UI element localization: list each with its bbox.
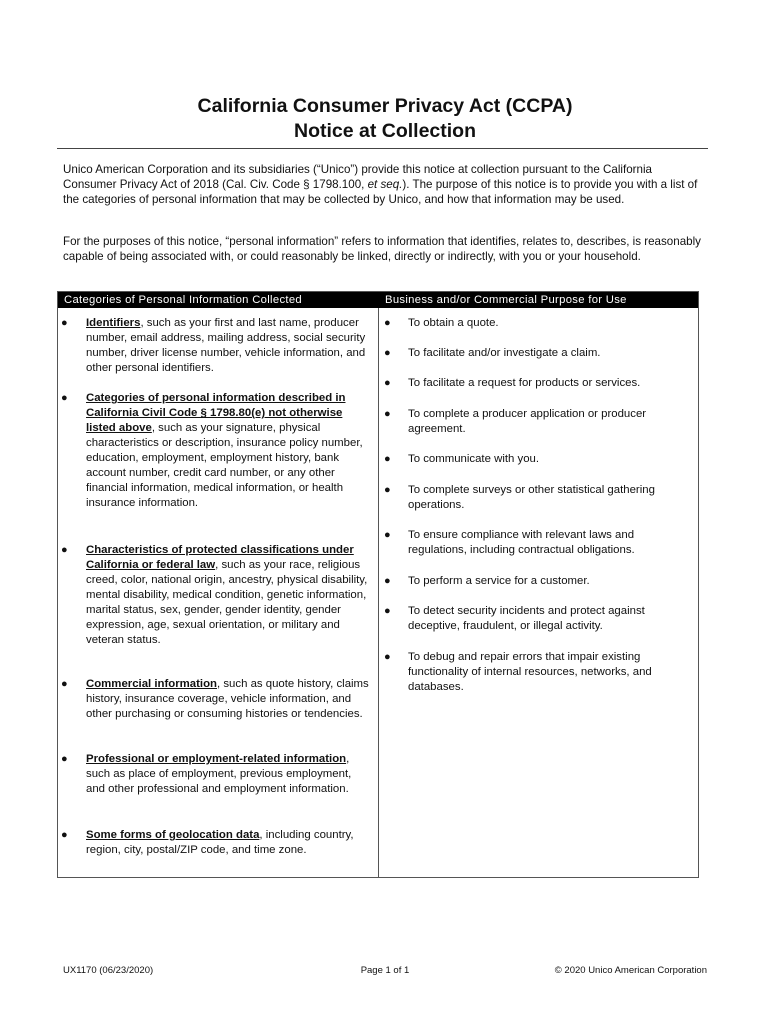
document-title [0, 94, 770, 144]
category-text: , such as quote history, claims history, insurance coverage, vehicle information, and other purchasing or consuming histories or tendencies. [86, 678, 369, 720]
intro-paragraph [63, 162, 703, 207]
category-item [86, 828, 372, 858]
bullet-icon: ● [384, 317, 391, 329]
purpose-item: To ensure compliance with relevant laws and regulations, including contractual obligations. [408, 529, 635, 556]
definition-paragraph: For the purposes of this notice, “personal information” refers to information that identifies, relates to, describes, is reasonably capable of being associated with, or could reasonably be linked, directly or indirectly, with you or your household. [63, 235, 701, 263]
category-heading: Professional or employment-related information [86, 753, 347, 765]
bullet-icon: ● [61, 544, 68, 556]
footer-copyright: © 2020 Unico American Corporation [554, 965, 707, 976]
bullet-icon: ● [61, 829, 68, 841]
category-text: , such as your first and last name, producer number, email address, mailing address, social security number, driver license number, vehicle information, and other personal identifiers. [86, 317, 366, 374]
intro-text-1: Unico American Corporation and its subsidiaries (“Unico”) provide this notice at collection pursuant to the California Consumer Privacy Act of 2018 (Cal. Civ. Code § 1798.100, [63, 163, 652, 191]
category-text: , such as your signature, physical characteristics or description, insurance policy number, education, employment, employment history, bank account number, credit card number, or any other financial information, medical information, or health insurance information. [86, 422, 363, 509]
category-item [86, 752, 372, 797]
bullet-icon: ● [61, 317, 68, 329]
intro-text-2: ). The purpose of this notice is to provide you with a list of the categories of personal information that may be collected by Unico, and how that information may be used. [63, 178, 698, 206]
purpose-item: To facilitate a request for products or services. [408, 377, 641, 389]
purpose-item: To communicate with you. [408, 453, 540, 465]
category-item [86, 677, 372, 722]
bullet-icon: ● [384, 529, 391, 541]
column-divider [378, 308, 379, 877]
footer-form-id: UX1170 (06/23/2020) [63, 965, 154, 976]
category-item [86, 316, 372, 376]
category-heading: Categories of personal information described in California Civil Code § 1798.80(e) not otherwise listed above [86, 392, 346, 434]
intro-italic: et seq. [367, 178, 403, 191]
bullet-icon: ● [384, 347, 391, 359]
purpose-item: To complete a producer application or producer agreement. [408, 408, 647, 435]
purpose-item: To complete surveys or other statistical gathering operations. [408, 484, 655, 511]
bullet-icon: ● [384, 575, 391, 587]
bullet-icon: ● [61, 678, 68, 690]
category-text: , such as your race, religious creed, color, national origin, ancestry, physical disability, mental disability, medical condition, genetic information, marital status, sex, gender, gender identity, gender expression, age, sexual orientation, or military and veteran status. [86, 559, 368, 646]
purpose-item: To detect security incidents and protect against deceptive, fraudulent, or illegal activity. [408, 605, 645, 632]
footer-page-number: Page 1 of 1 [360, 965, 410, 976]
purpose-item: To obtain a quote. [408, 317, 499, 329]
bullet-icon: ● [384, 377, 391, 389]
bullet-icon: ● [61, 392, 68, 404]
purpose-item: To facilitate and/or investigate a claim. [408, 347, 601, 359]
category-heading: Some forms of geolocation data [86, 829, 260, 841]
bullet-icon: ● [61, 753, 68, 765]
purpose-item: To debug and repair errors that impair existing functionality of internal resources, networks, and databases. [408, 651, 652, 693]
title-line-1: California Consumer Privacy Act (CCPA) [197, 95, 573, 117]
bullet-icon: ● [384, 605, 391, 617]
notice-table [57, 291, 699, 878]
category-text: , such as place of employment, previous employment, and other professional and employment information. [86, 753, 352, 795]
title-line-2: Notice at Collection [293, 120, 477, 142]
header-categories: Categories of Personal Information Collected [64, 294, 303, 306]
table-header [58, 292, 698, 308]
title-rule [57, 148, 708, 149]
bullet-icon: ● [384, 408, 391, 420]
category-item [86, 391, 372, 511]
bullet-icon: ● [384, 484, 391, 496]
category-heading: Characteristics of protected classifications under California or federal law [86, 544, 354, 571]
purpose-item: To perform a service for a customer. [408, 575, 590, 587]
bullet-icon: ● [384, 453, 391, 465]
category-item [86, 543, 372, 648]
header-purposes: Business and/or Commercial Purpose for Use [385, 294, 627, 306]
bullet-icon: ● [384, 651, 391, 663]
category-text: , including country, region, city, postal/ZIP code, and time zone. [86, 829, 354, 856]
category-heading: Commercial information [86, 678, 218, 690]
category-heading: Identifiers [86, 317, 141, 329]
